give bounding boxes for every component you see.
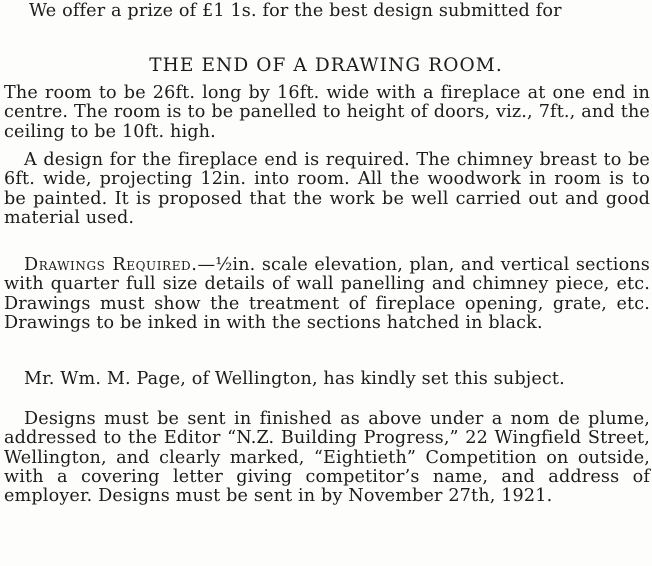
judge-note: Mr. Wm. M. Page, of Wellington, has kindly set this subject. <box>24 369 565 389</box>
submission-instructions: Designs must be sent in finished as above under a nom de plume, addressed to the Editor “N.Z. Building Progress,” 22 Wingfield Street, Wellington, and clearly marked, “Eightieth” Competition on outside, with a covering letter giving competitor’s name, and address of employer. Designs must be sent in by November 27th, 1921. <box>4 409 650 507</box>
prize-intro: We offer a prize of £1 1s. for the best design submitted for <box>29 1 562 21</box>
drawings-required-text: —½in. scale elevation, plan, and vertical sections with quarter full size details of wall panelling and chimney piece, etc. Drawings must show the treatment of fireplace opening, grate, etc. Drawings to be inked in with the sections hatched in black. <box>4 255 650 333</box>
room-description: The room to be 26ft. long by 16ft. wide with a fireplace at one end in centre. The room is to be panelled to height of doors, viz., 7ft., and the ceiling to be 10ft. high. <box>4 83 650 142</box>
drawings-required-label: Drawings Required. <box>24 255 198 275</box>
drawings-required <box>4 256 650 333</box>
competition-title: THE END OF A DRAWING ROOM. <box>149 55 503 76</box>
design-requirements: A design for the fireplace end is required. The chimney breast to be 6ft. wide, projecting 12in. into room. All the woodwork in room is to be painted. It is proposed that the work be well carried out and good material used. <box>4 150 650 228</box>
